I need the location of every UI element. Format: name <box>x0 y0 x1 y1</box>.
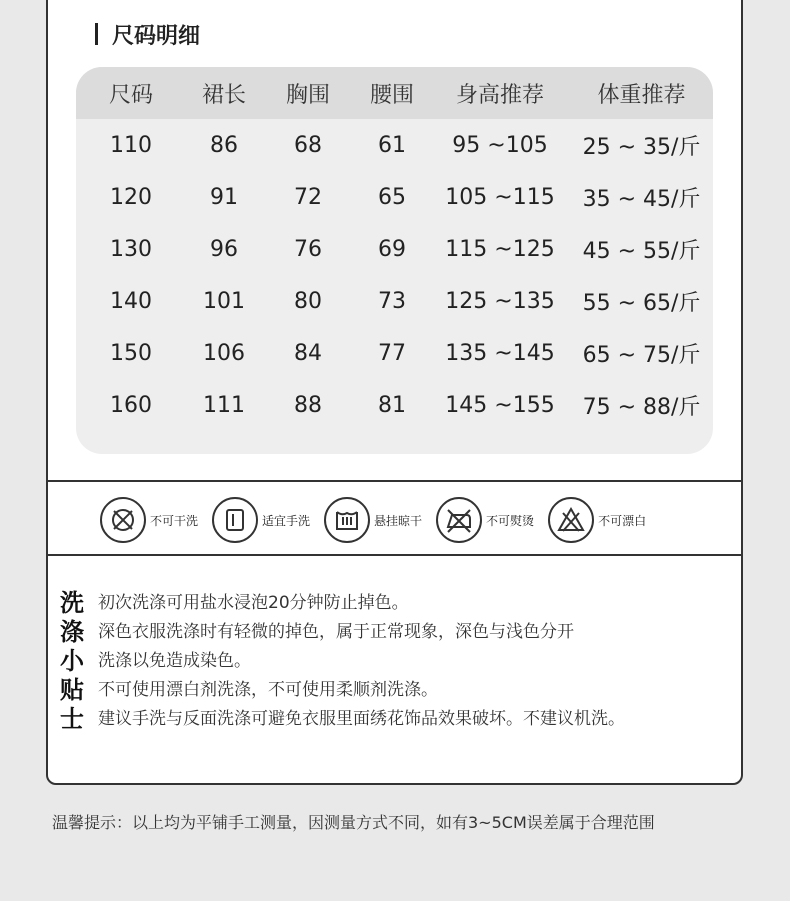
size-table-body <box>76 119 713 431</box>
cell-skirt-length: 86 <box>210 132 238 158</box>
header-chest: 胸围 <box>285 82 330 108</box>
care-icon-item <box>324 497 422 543</box>
size-table <box>76 67 713 454</box>
cell-weight: 65 ~ 75/斤 <box>582 342 701 368</box>
cell-height: 145 ~155 <box>445 392 555 418</box>
cell-skirt-length: 96 <box>210 236 238 262</box>
header-skirt-length: 裙长 <box>201 82 246 108</box>
washing-tip-heading-char: 涤 <box>60 618 84 646</box>
table-row <box>76 275 713 327</box>
care-icon-item <box>212 497 310 543</box>
cell-size: 130 <box>110 236 152 262</box>
care-icon-label: 不可干洗 <box>150 513 199 528</box>
cell-waist: 73 <box>378 288 406 314</box>
washing-tip-line <box>60 702 740 731</box>
washing-tip-heading-char: 士 <box>60 705 84 733</box>
divider-bottom <box>46 554 743 556</box>
cell-skirt-length: 111 <box>203 392 245 418</box>
care-icon-label: 悬挂晾干 <box>374 513 423 528</box>
cell-chest: 88 <box>294 392 322 418</box>
divider-top <box>46 480 743 482</box>
cell-size: 140 <box>110 288 152 314</box>
cell-height: 125 ~135 <box>445 288 555 314</box>
table-row <box>76 223 713 275</box>
cell-waist: 69 <box>378 236 406 262</box>
care-icons-row <box>100 495 700 545</box>
cell-size: 110 <box>110 132 152 158</box>
title-bar <box>95 23 98 45</box>
no-dry-clean-icon <box>100 497 146 543</box>
cell-height: 135 ~145 <box>445 340 555 366</box>
care-icon-item <box>548 497 646 543</box>
header-size: 尺码 <box>108 82 153 108</box>
cell-chest: 80 <box>294 288 322 314</box>
cell-height: 95 ~105 <box>452 132 548 158</box>
section-title <box>95 20 200 48</box>
cell-waist: 61 <box>378 132 406 158</box>
care-icon-item <box>436 497 534 543</box>
washing-tip-text: 初次洗涤可用盐水浸泡20分钟防止掉色。 <box>98 593 409 613</box>
header-height: 身高推荐 <box>455 82 544 108</box>
cell-weight: 45 ~ 55/斤 <box>582 238 701 264</box>
cell-weight: 75 ~ 88/斤 <box>582 394 701 420</box>
cell-height: 115 ~125 <box>445 236 555 262</box>
cell-chest: 76 <box>294 236 322 262</box>
washing-tip-heading-char: 贴 <box>60 676 84 704</box>
cell-skirt-length: 91 <box>210 184 238 210</box>
size-table-header <box>76 67 713 119</box>
washing-tip-text: 不可使用漂白剂洗涤，不可使用柔顺剂洗涤。 <box>98 680 438 700</box>
measurement-tip: 温馨提示：以上均为平铺手工测量，因测量方式不同，如有3~5CM误差属于合理范围 <box>52 813 655 832</box>
cell-chest: 68 <box>294 132 322 158</box>
cell-skirt-length: 101 <box>203 288 245 314</box>
cell-waist: 81 <box>378 392 406 418</box>
table-row <box>76 119 713 171</box>
table-row <box>76 327 713 379</box>
cell-size: 150 <box>110 340 152 366</box>
no-bleach-icon <box>548 497 594 543</box>
cell-size: 160 <box>110 392 152 418</box>
header-weight: 体重推荐 <box>597 82 686 108</box>
cell-chest: 72 <box>294 184 322 210</box>
hang-dry-icon <box>324 497 370 543</box>
care-icon-label: 适宜手洗 <box>262 513 311 528</box>
washing-tip-line <box>60 644 740 673</box>
table-row <box>76 379 713 431</box>
hand-wash-icon <box>212 497 258 543</box>
washing-tip-text: 洗涤以免造成染色。 <box>98 651 251 671</box>
cell-chest: 84 <box>294 340 322 366</box>
care-icon-label: 不可漂白 <box>598 513 647 528</box>
washing-tip-line <box>60 615 740 644</box>
cell-waist: 77 <box>378 340 406 366</box>
care-icon-item <box>100 497 198 543</box>
header-waist: 腰围 <box>369 82 414 108</box>
washing-tip-heading-char: 小 <box>60 647 84 675</box>
cell-weight: 25 ~ 35/斤 <box>582 134 701 160</box>
cell-weight: 55 ~ 65/斤 <box>582 290 701 316</box>
section-title-text: 尺码明细 <box>112 23 201 49</box>
washing-tip-heading-char: 洗 <box>60 589 84 617</box>
cell-skirt-length: 106 <box>203 340 245 366</box>
cell-waist: 65 <box>378 184 406 210</box>
washing-tip-text: 建议手洗与反面洗涤可避免衣服里面绣花饰品效果破坏。不建议机洗。 <box>98 709 625 729</box>
washing-tip-text: 深色衣服洗涤时有轻微的掉色，属于正常现象，深色与浅色分开 <box>98 622 574 642</box>
cell-weight: 35 ~ 45/斤 <box>582 186 701 212</box>
washing-tips <box>60 586 740 731</box>
table-row <box>76 171 713 223</box>
washing-tip-line <box>60 586 740 615</box>
no-iron-icon <box>436 497 482 543</box>
cell-height: 105 ~115 <box>445 184 555 210</box>
care-icon-label: 不可熨烫 <box>486 513 535 528</box>
cell-size: 120 <box>110 184 152 210</box>
washing-tip-line <box>60 673 740 702</box>
